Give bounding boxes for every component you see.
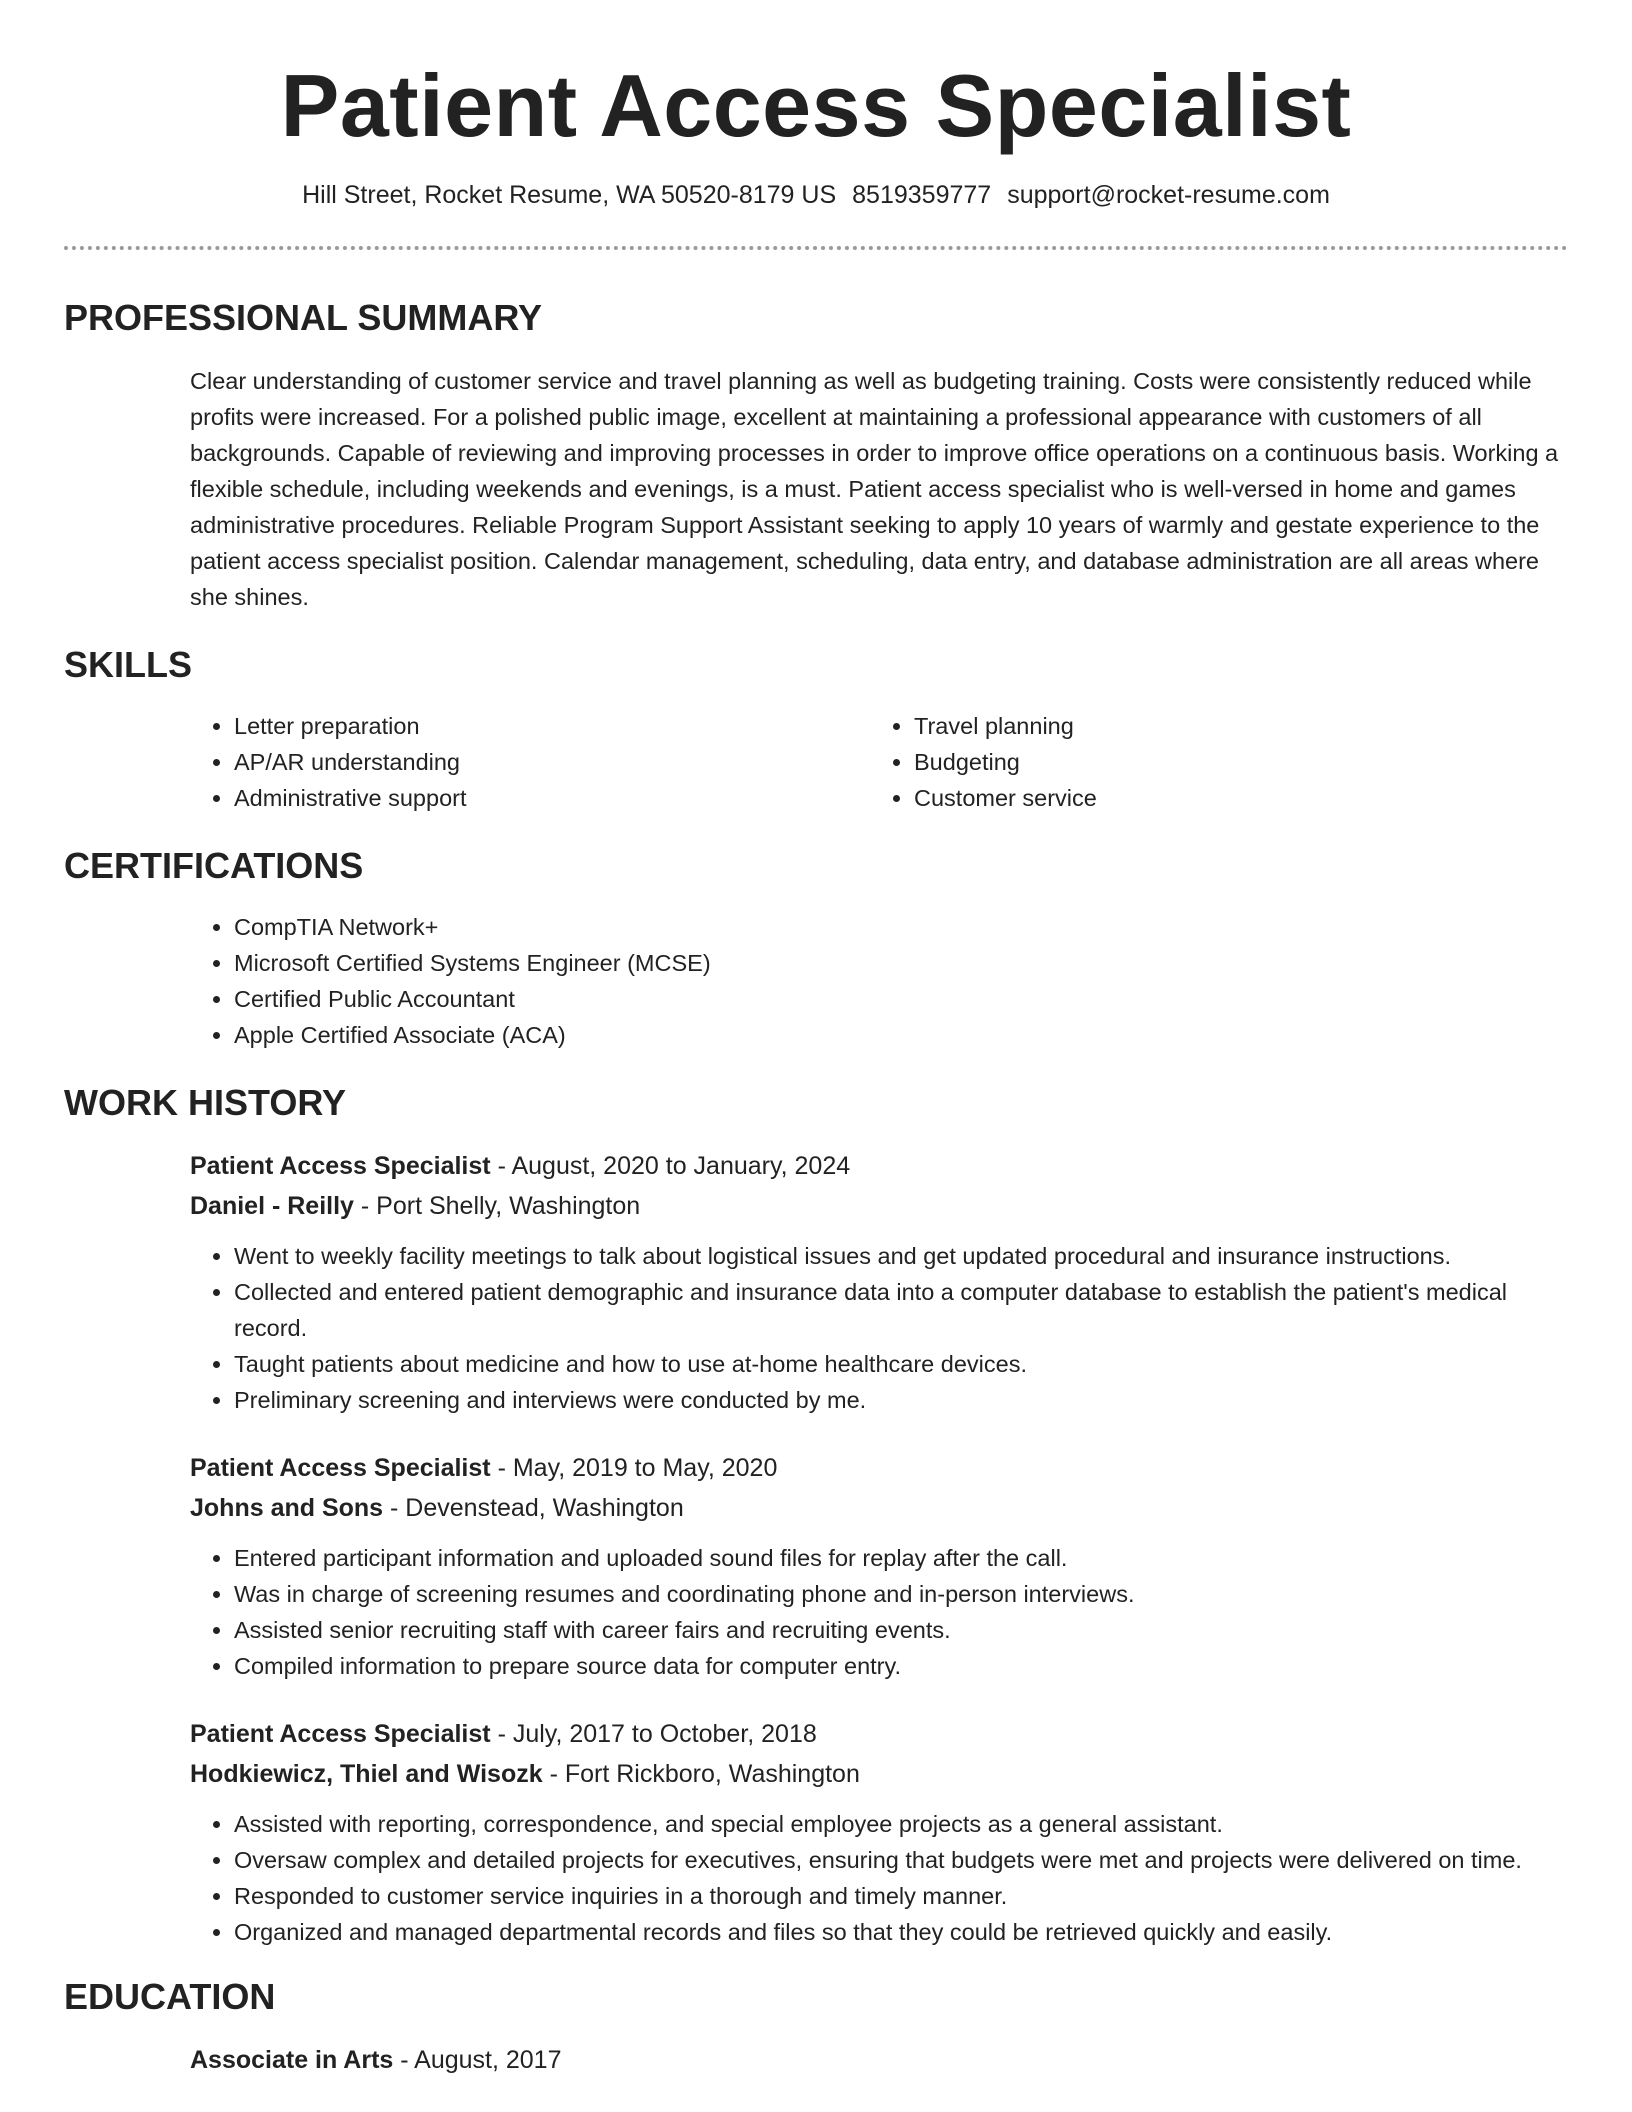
summary-text: Clear understanding of customer service and travel planning as well as budgeting training. Costs were consistently reduced while profits were increased. For a polished public image, excellent at maintaining a professional appearance with customers of all backgrounds. Capable of reviewing and improving processes in order to improve office operations on a continuous basis. Working a flexible schedule, including weekends and evenings, is a must. Patient access specialist who is well-versed in home and games administrative procedures. Reliable Program Support Assistant seeking to apply 10 years of warmly and gestate experience to the patient access specialist position. Calendar management, scheduling, data entry, and database administration are all areas where she shines. <box>190 368 1559 610</box>
job-dates: - July, 2017 to October, 2018 <box>490 1720 817 1748</box>
job-bullet: • Compiled information to prepare source data for computer entry. <box>234 1648 1568 1684</box>
job-dates: - May, 2019 to May, 2020 <box>490 1454 778 1482</box>
skill-item: • Travel planning <box>914 708 1550 744</box>
job-bullet: • Was in charge of screening resumes and coordinating phone and in-person interviews. <box>234 1576 1568 1612</box>
skill-item: • Letter preparation <box>234 708 870 744</box>
skills-heading: SKILLS <box>64 644 193 685</box>
skill-item: • AP/AR understanding <box>234 744 870 780</box>
job-bullets <box>190 1238 1568 1418</box>
job-company-line <box>190 1488 1568 1528</box>
contact-phone: 8519359777 <box>852 181 992 209</box>
job-company-line <box>190 1186 1568 1226</box>
certification-item: • Certified Public Accountant <box>234 981 1568 1017</box>
certification-item: • Apple Certified Associate (ACA) <box>234 1017 1568 1053</box>
contact-address: Hill Street, Rocket Resume, WA 50520-8179 US <box>302 181 837 209</box>
job-role: Patient Access Specialist <box>190 1454 491 1482</box>
job-bullet: • Taught patients about medicine and how to use at-home healthcare devices. <box>234 1346 1568 1382</box>
contact-line <box>64 178 1568 212</box>
job-bullets <box>190 1806 1568 1950</box>
job-location: - Devenstead, Washington <box>383 1494 684 1522</box>
job-company: Hodkiewicz, Thiel and Wisozk <box>190 1760 543 1788</box>
job-dates: - August, 2020 to January, 2024 <box>490 1152 851 1180</box>
certification-item: • Microsoft Certified Systems Engineer (MCSE) <box>234 945 1568 981</box>
skill-item: • Budgeting <box>914 744 1550 780</box>
education-detail: - August, 2017 <box>393 2046 562 2074</box>
education-heading: EDUCATION <box>64 1976 276 2017</box>
skills-column-left <box>190 708 870 816</box>
job-company: Daniel - Reilly <box>190 1192 354 1220</box>
contact-email: support@rocket-resume.com <box>1007 181 1330 209</box>
job-bullet: • Responded to customer service inquiries in a thorough and timely manner. <box>234 1878 1568 1914</box>
skill-item: • Administrative support <box>234 780 870 816</box>
job-entry <box>190 1146 1568 1418</box>
job-title-line <box>190 1714 1568 1754</box>
skill-item: • Customer service <box>914 780 1550 816</box>
job-role: Patient Access Specialist <box>190 1152 491 1180</box>
summary-heading: PROFESSIONAL SUMMARY <box>64 297 543 338</box>
education-degree: Associate in Arts <box>190 2046 394 2074</box>
resume-name: Patient Access Specialist <box>280 56 1352 155</box>
job-bullet: • Assisted with reporting, correspondence, and special employee projects as a general assistant. <box>234 1806 1568 1842</box>
job-title-line <box>190 1146 1568 1186</box>
job-entry <box>190 1714 1568 1950</box>
certifications-heading: CERTIFICATIONS <box>64 845 364 886</box>
job-bullet: • Preliminary screening and interviews were conducted by me. <box>234 1382 1568 1418</box>
resume-page <box>64 0 1568 2080</box>
job-location: - Port Shelly, Washington <box>353 1192 641 1220</box>
job-bullet: • Oversaw complex and detailed projects for executives, ensuring that budgets were met and projects were delivered on time. <box>234 1842 1568 1878</box>
job-bullet: • Collected and entered patient demographic and insurance data into a computer database to establish the patient's medical record. <box>234 1274 1568 1346</box>
job-bullet: • Assisted senior recruiting staff with career fairs and recruiting events. <box>234 1612 1568 1648</box>
education-entry <box>190 2040 1568 2080</box>
job-bullet: • Organized and managed departmental records and files so that they could be retrieved quickly and easily. <box>234 1914 1568 1950</box>
job-company: Johns and Sons <box>190 1494 384 1522</box>
skills-column-right <box>870 708 1550 816</box>
job-company-line <box>190 1754 1568 1794</box>
certifications-list <box>190 909 1568 1053</box>
job-bullet: • Went to weekly facility meetings to talk about logistical issues and get updated procedural and insurance instructions. <box>234 1238 1568 1274</box>
job-entry <box>190 1448 1568 1684</box>
skills-list <box>190 708 1568 816</box>
job-location: - Fort Rickboro, Washington <box>542 1760 860 1788</box>
job-bullet: • Entered participant information and uploaded sound files for replay after the call. <box>234 1540 1568 1576</box>
job-bullets <box>190 1540 1568 1684</box>
job-role: Patient Access Specialist <box>190 1720 491 1748</box>
certification-item: • CompTIA Network+ <box>234 909 1568 945</box>
work-history-heading: WORK HISTORY <box>64 1082 347 1123</box>
job-title-line <box>190 1448 1568 1488</box>
header-divider <box>64 246 1568 250</box>
